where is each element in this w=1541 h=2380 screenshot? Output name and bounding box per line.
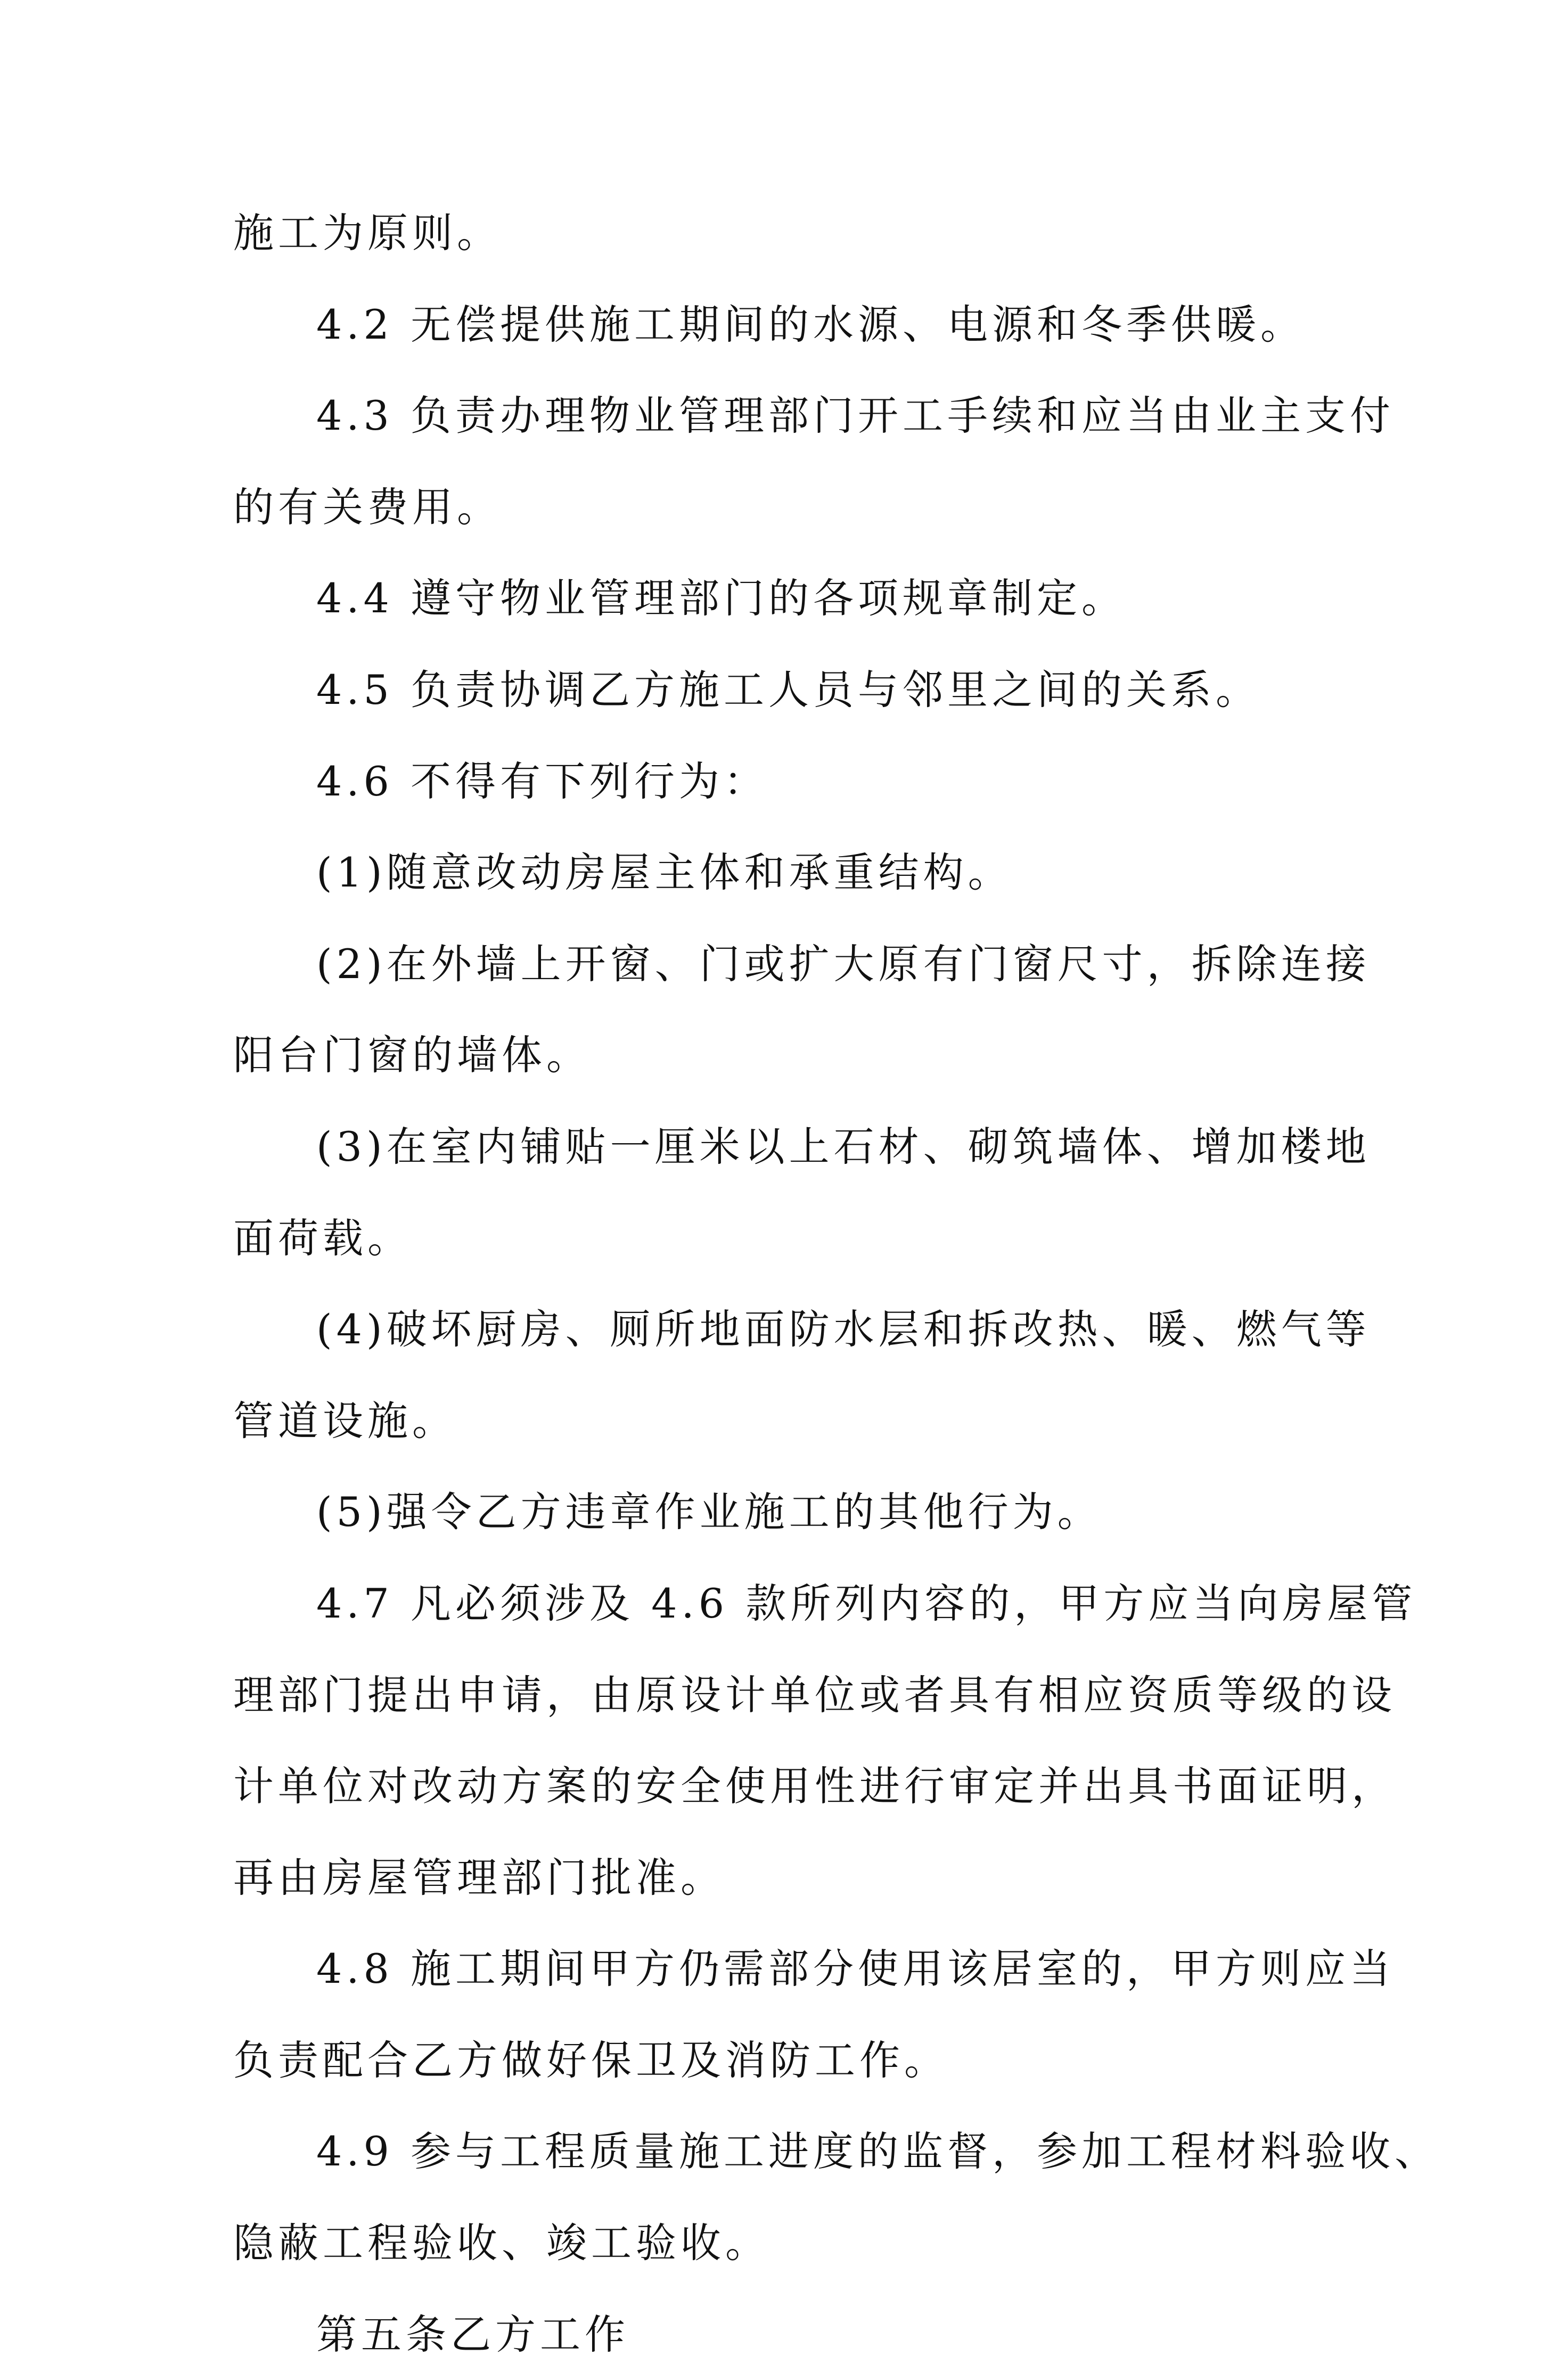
text-line: 管道设施。 [233, 1397, 457, 1445]
text-line: 4.3 负责办理物业管理部门开工手续和应当由业主支付 [316, 392, 1395, 440]
text-line: 4.5 负责协调乙方施工人员与邻里之间的关系。 [316, 666, 1261, 713]
text-line: 施工为原则。 [233, 209, 502, 257]
text-line: (3)在室内铺贴一厘米以上石材、砌筑墙体、增加楼地 [316, 1122, 1371, 1170]
text-line: 阳台门窗的墙体。 [233, 1031, 591, 1079]
text-line: 4.9 参与工程质量施工进度的监督，参加工程材料验收、 [316, 2128, 1440, 2176]
text-line: (2)在外墙上开窗、门或扩大原有门窗尺寸，拆除连接 [316, 940, 1371, 988]
text-line: 负责配合乙方做好保卫及消防工作。 [233, 2036, 949, 2084]
text-line: 4.8 施工期间甲方仍需部分使用该居室的，甲方则应当 [316, 1945, 1395, 1993]
text-line: 理部门提出申请，由原设计单位或者具有相应资质等级的设 [233, 1671, 1396, 1719]
text-line: 再由房屋管理部门批准。 [233, 1853, 725, 1901]
text-line: 第五条乙方工作 [316, 2310, 629, 2358]
text-line: (1)随意改动房屋主体和承重结构。 [316, 849, 1013, 897]
text-line: (4)破坏厨房、厕所地面防水层和拆改热、暖、燃气等 [316, 1306, 1371, 1353]
text-line: 计单位对改动方案的安全使用性进行审定并出具书面证明， [233, 1762, 1396, 1810]
text-line: 4.6 不得有下列行为： [316, 757, 769, 805]
text-line: 4.7 凡必须涉及 4.6 款所列内容的，甲方应当向房屋管 [316, 1579, 1417, 1627]
text-line: 4.4 遵守物业管理部门的各项规章制定。 [316, 575, 1127, 622]
text-line: (5)强令乙方违章作业施工的其他行为。 [316, 1488, 1102, 1536]
text-line: 隐蔽工程验收、竣工验收。 [233, 2219, 770, 2267]
document-body [233, 187, 1440, 2380]
text-line: 面荷载。 [233, 1214, 412, 1262]
text-line: 的有关费用。 [233, 483, 502, 531]
text-line: 4.2 无偿提供施工期间的水源、电源和冬季供暖。 [316, 300, 1306, 348]
